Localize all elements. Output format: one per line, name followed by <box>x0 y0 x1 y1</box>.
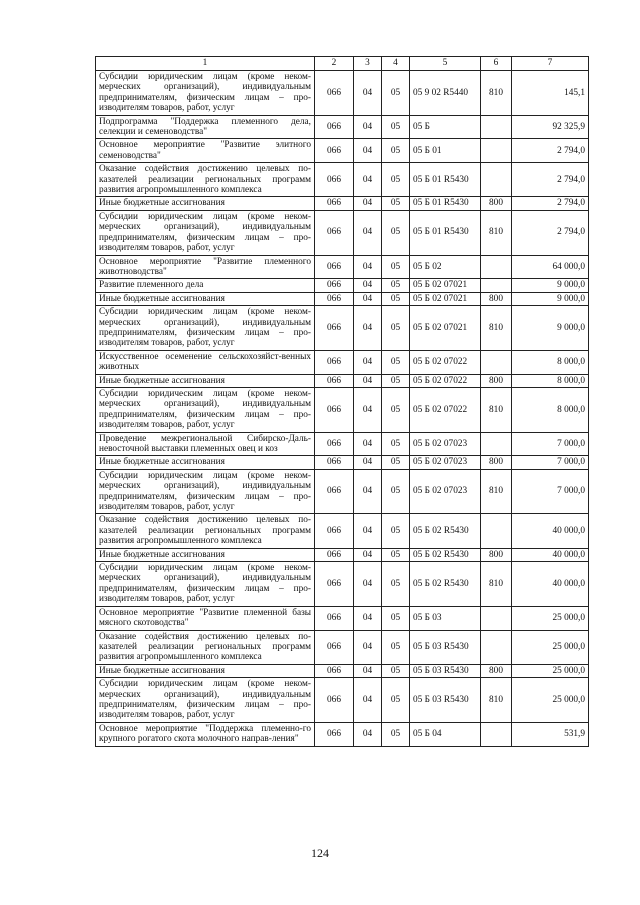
expense-type-cell: 800 <box>481 374 512 387</box>
subsection-code-cell: 05 <box>382 606 410 630</box>
expense-type-cell: 800 <box>481 197 512 210</box>
target-article-cell: 05 Б <box>410 115 481 139</box>
amount-cell: 531,9 <box>512 722 589 746</box>
ministry-code-cell: 066 <box>315 306 354 351</box>
table-row <box>96 562 589 607</box>
amount-cell: 145,1 <box>512 71 589 116</box>
target-article-cell: 05 Б 02 R5430 <box>410 562 481 607</box>
amount-cell: 25 000,0 <box>512 664 589 677</box>
expense-type-cell: 810 <box>481 306 512 351</box>
expense-type-cell <box>481 630 512 664</box>
target-article-cell: 05 Б 03 R5430 <box>410 630 481 664</box>
amount-cell: 92 325,9 <box>512 115 589 139</box>
section-code-cell: 04 <box>354 255 382 279</box>
subsection-code-cell: 05 <box>382 678 410 723</box>
item-name-cell: Основное мероприятие "Поддержка племенно-го крупного рогатого скота молочного направ-ления" <box>96 722 315 746</box>
amount-cell: 8 000,0 <box>512 387 589 432</box>
subsection-code-cell: 05 <box>382 664 410 677</box>
section-code-cell: 04 <box>354 606 382 630</box>
item-name-cell: Основное мероприятие "Развитие элитного семеноводства" <box>96 139 315 163</box>
table-row <box>96 456 589 469</box>
amount-cell: 2 794,0 <box>512 210 589 255</box>
subsection-code-cell: 05 <box>382 115 410 139</box>
amount-cell: 2 794,0 <box>512 197 589 210</box>
target-article-cell: 05 Б 01 R5430 <box>410 163 481 197</box>
expense-type-cell <box>481 139 512 163</box>
expense-type-cell <box>481 432 512 456</box>
table-header <box>96 57 589 71</box>
item-name-cell: Субсидии юридическим лицам (кроме неком-мерческих организаций), индивидуальным предпринимателям, физическим лицам – про-изводителям товаров, работ, услуг <box>96 387 315 432</box>
item-name-cell: Субсидии юридическим лицам (кроме неком-мерческих организаций), индивидуальным предпринимателям, физическим лицам – про-изводителям товаров, работ, услуг <box>96 469 315 514</box>
table-row <box>96 678 589 723</box>
table-row <box>96 292 589 305</box>
table-row <box>96 722 589 746</box>
amount-cell: 2 794,0 <box>512 139 589 163</box>
subsection-code-cell: 05 <box>382 350 410 374</box>
table-row <box>96 306 589 351</box>
target-article-cell: 05 Б 02 R5430 <box>410 548 481 561</box>
ministry-code-cell: 066 <box>315 115 354 139</box>
ministry-code-cell: 066 <box>315 197 354 210</box>
item-name-cell: Искусственное осеменение сельскохозяйст-венных животных <box>96 350 315 374</box>
subsection-code-cell: 05 <box>382 469 410 514</box>
subsection-code-cell: 05 <box>382 279 410 292</box>
target-article-cell: 05 Б 03 R5430 <box>410 678 481 723</box>
section-code-cell: 04 <box>354 139 382 163</box>
ministry-code-cell: 066 <box>315 387 354 432</box>
section-code-cell: 04 <box>354 630 382 664</box>
amount-cell: 25 000,0 <box>512 630 589 664</box>
item-name-cell: Иные бюджетные ассигнования <box>96 197 315 210</box>
ministry-code-cell: 066 <box>315 71 354 116</box>
section-code-cell: 04 <box>354 71 382 116</box>
amount-cell: 64 000,0 <box>512 255 589 279</box>
ministry-code-cell: 066 <box>315 514 354 548</box>
table-row <box>96 139 589 163</box>
table-row <box>96 374 589 387</box>
amount-cell: 8 000,0 <box>512 374 589 387</box>
section-code-cell: 04 <box>354 432 382 456</box>
item-name-cell: Иные бюджетные ассигнования <box>96 664 315 677</box>
target-article-cell: 05 Б 02 07022 <box>410 374 481 387</box>
subsection-code-cell: 05 <box>382 722 410 746</box>
target-article-cell: 05 Б 02 07023 <box>410 469 481 514</box>
ministry-code-cell: 066 <box>315 548 354 561</box>
column-header: 5 <box>410 57 481 71</box>
subsection-code-cell: 05 <box>382 197 410 210</box>
expense-type-cell: 810 <box>481 678 512 723</box>
table-row <box>96 71 589 116</box>
item-name-cell: Иные бюджетные ассигнования <box>96 292 315 305</box>
expense-type-cell: 810 <box>481 387 512 432</box>
expense-type-cell <box>481 279 512 292</box>
target-article-cell: 05 Б 02 07023 <box>410 432 481 456</box>
column-header: 3 <box>354 57 382 71</box>
section-code-cell: 04 <box>354 306 382 351</box>
amount-cell: 2 794,0 <box>512 163 589 197</box>
expense-type-cell <box>481 163 512 197</box>
ministry-code-cell: 066 <box>315 255 354 279</box>
table-row <box>96 630 589 664</box>
expense-type-cell <box>481 350 512 374</box>
target-article-cell: 05 Б 01 R5430 <box>410 210 481 255</box>
expense-type-cell <box>481 115 512 139</box>
amount-cell: 9 000,0 <box>512 292 589 305</box>
table-row <box>96 163 589 197</box>
expense-type-cell <box>481 606 512 630</box>
expense-type-cell: 810 <box>481 562 512 607</box>
ministry-code-cell: 066 <box>315 292 354 305</box>
table-row <box>96 469 589 514</box>
amount-cell: 9 000,0 <box>512 306 589 351</box>
section-code-cell: 04 <box>354 562 382 607</box>
ministry-code-cell: 066 <box>315 210 354 255</box>
section-code-cell: 04 <box>354 387 382 432</box>
subsection-code-cell: 05 <box>382 139 410 163</box>
ministry-code-cell: 066 <box>315 664 354 677</box>
item-name-cell: Иные бюджетные ассигнования <box>96 548 315 561</box>
section-code-cell: 04 <box>354 456 382 469</box>
target-article-cell: 05 Б 02 07022 <box>410 387 481 432</box>
table-body <box>96 71 589 747</box>
ministry-code-cell: 066 <box>315 163 354 197</box>
ministry-code-cell: 066 <box>315 456 354 469</box>
column-header: 6 <box>481 57 512 71</box>
subsection-code-cell: 05 <box>382 374 410 387</box>
item-name-cell: Основное мероприятие "Развитие племенной базы мясного скотоводства" <box>96 606 315 630</box>
amount-cell: 7 000,0 <box>512 432 589 456</box>
expense-type-cell <box>481 722 512 746</box>
expense-type-cell <box>481 255 512 279</box>
table-row <box>96 606 589 630</box>
expense-type-cell: 800 <box>481 548 512 561</box>
expense-type-cell: 800 <box>481 456 512 469</box>
section-code-cell: 04 <box>354 292 382 305</box>
target-article-cell: 05 Б 02 <box>410 255 481 279</box>
expense-type-cell: 810 <box>481 71 512 116</box>
column-header: 1 <box>96 57 315 71</box>
ministry-code-cell: 066 <box>315 630 354 664</box>
subsection-code-cell: 05 <box>382 387 410 432</box>
table-row <box>96 279 589 292</box>
subsection-code-cell: 05 <box>382 514 410 548</box>
target-article-cell: 05 Б 02 R5430 <box>410 514 481 548</box>
column-header: 2 <box>315 57 354 71</box>
ministry-code-cell: 066 <box>315 722 354 746</box>
section-code-cell: 04 <box>354 722 382 746</box>
target-article-cell: 05 Б 03 <box>410 606 481 630</box>
target-article-cell: 05 9 02 R5440 <box>410 71 481 116</box>
section-code-cell: 04 <box>354 163 382 197</box>
item-name-cell: Субсидии юридическим лицам (кроме неком-мерческих организаций), индивидуальным предпринимателям, физическим лицам – про-изводителям товаров, работ, услуг <box>96 678 315 723</box>
column-header: 7 <box>512 57 589 71</box>
item-name-cell: Оказание содействия достижению целевых по-казателей реализации региональных программ развития агропромышленного комплекса <box>96 163 315 197</box>
target-article-cell: 05 Б 02 07022 <box>410 350 481 374</box>
ministry-code-cell: 066 <box>315 678 354 723</box>
section-code-cell: 04 <box>354 514 382 548</box>
table-row <box>96 255 589 279</box>
item-name-cell: Субсидии юридическим лицам (кроме неком-мерческих организаций), индивидуальным предпринимателям, физическим лицам – про-изводителям товаров, работ, услуг <box>96 562 315 607</box>
item-name-cell: Иные бюджетные ассигнования <box>96 456 315 469</box>
expense-type-cell: 800 <box>481 664 512 677</box>
page-number: 124 <box>311 846 329 860</box>
section-code-cell: 04 <box>354 664 382 677</box>
item-name-cell: Основное мероприятие "Развитие племенного животноводства" <box>96 255 315 279</box>
item-name-cell: Оказание содействия достижению целевых по-казателей реализации региональных программ развития агропромышленного комплекса <box>96 514 315 548</box>
amount-cell: 7 000,0 <box>512 456 589 469</box>
ministry-code-cell: 066 <box>315 374 354 387</box>
table-row <box>96 387 589 432</box>
expense-type-cell: 810 <box>481 469 512 514</box>
ministry-code-cell: 066 <box>315 469 354 514</box>
ministry-code-cell: 066 <box>315 139 354 163</box>
amount-cell: 40 000,0 <box>512 548 589 561</box>
budget-table <box>95 56 589 747</box>
subsection-code-cell: 05 <box>382 432 410 456</box>
target-article-cell: 05 Б 01 R5430 <box>410 197 481 210</box>
subsection-code-cell: 05 <box>382 456 410 469</box>
amount-cell: 8 000,0 <box>512 350 589 374</box>
amount-cell: 9 000,0 <box>512 279 589 292</box>
subsection-code-cell: 05 <box>382 71 410 116</box>
item-name-cell: Оказание содействия достижению целевых по-казателей реализации региональных программ развития агропромышленного комплекса <box>96 630 315 664</box>
amount-cell: 40 000,0 <box>512 562 589 607</box>
section-code-cell: 04 <box>354 374 382 387</box>
section-code-cell: 04 <box>354 210 382 255</box>
item-name-cell: Субсидии юридическим лицам (кроме неком-мерческих организаций), индивидуальным предпринимателям, физическим лицам – про-изводителям товаров, работ, услуг <box>96 306 315 351</box>
table-row <box>96 197 589 210</box>
section-code-cell: 04 <box>354 469 382 514</box>
item-name-cell: Развитие племенного дела <box>96 279 315 292</box>
section-code-cell: 04 <box>354 678 382 723</box>
expense-type-cell: 810 <box>481 210 512 255</box>
item-name-cell: Подпрограмма "Поддержка племенного дела, селекции и семеноводства" <box>96 115 315 139</box>
subsection-code-cell: 05 <box>382 562 410 607</box>
subsection-code-cell: 05 <box>382 292 410 305</box>
target-article-cell: 05 Б 02 07021 <box>410 306 481 351</box>
target-article-cell: 05 Б 01 <box>410 139 481 163</box>
section-code-cell: 04 <box>354 350 382 374</box>
table-row <box>96 210 589 255</box>
ministry-code-cell: 066 <box>315 562 354 607</box>
table-row <box>96 432 589 456</box>
target-article-cell: 05 Б 04 <box>410 722 481 746</box>
subsection-code-cell: 05 <box>382 548 410 561</box>
ministry-code-cell: 066 <box>315 350 354 374</box>
table-row <box>96 548 589 561</box>
target-article-cell: 05 Б 03 R5430 <box>410 664 481 677</box>
expense-type-cell: 800 <box>481 292 512 305</box>
table-row <box>96 350 589 374</box>
item-name-cell: Проведение межрегиональной Сибирско-Даль-невосточной выставки племенных овец и коз <box>96 432 315 456</box>
section-code-cell: 04 <box>354 115 382 139</box>
ministry-code-cell: 066 <box>315 606 354 630</box>
section-code-cell: 04 <box>354 548 382 561</box>
section-code-cell: 04 <box>354 279 382 292</box>
subsection-code-cell: 05 <box>382 630 410 664</box>
column-header: 4 <box>382 57 410 71</box>
subsection-code-cell: 05 <box>382 255 410 279</box>
target-article-cell: 05 Б 02 07021 <box>410 292 481 305</box>
amount-cell: 40 000,0 <box>512 514 589 548</box>
table-row <box>96 664 589 677</box>
amount-cell: 25 000,0 <box>512 606 589 630</box>
table-row <box>96 514 589 548</box>
target-article-cell: 05 Б 02 07023 <box>410 456 481 469</box>
subsection-code-cell: 05 <box>382 163 410 197</box>
header-row <box>96 57 589 71</box>
item-name-cell: Субсидии юридическим лицам (кроме неком-мерческих организаций), индивидуальным предпринимателям, физическим лицам – про-изводителям товаров, работ, услуг <box>96 210 315 255</box>
ministry-code-cell: 066 <box>315 279 354 292</box>
expense-type-cell <box>481 514 512 548</box>
subsection-code-cell: 05 <box>382 306 410 351</box>
amount-cell: 25 000,0 <box>512 678 589 723</box>
section-code-cell: 04 <box>354 197 382 210</box>
item-name-cell: Иные бюджетные ассигнования <box>96 374 315 387</box>
amount-cell: 7 000,0 <box>512 469 589 514</box>
table-row <box>96 115 589 139</box>
target-article-cell: 05 Б 02 07021 <box>410 279 481 292</box>
item-name-cell: Субсидии юридическим лицам (кроме неком-мерческих организаций), индивидуальным предпринимателям, физическим лицам – про-изводителям товаров, работ, услуг <box>96 71 315 116</box>
ministry-code-cell: 066 <box>315 432 354 456</box>
subsection-code-cell: 05 <box>382 210 410 255</box>
